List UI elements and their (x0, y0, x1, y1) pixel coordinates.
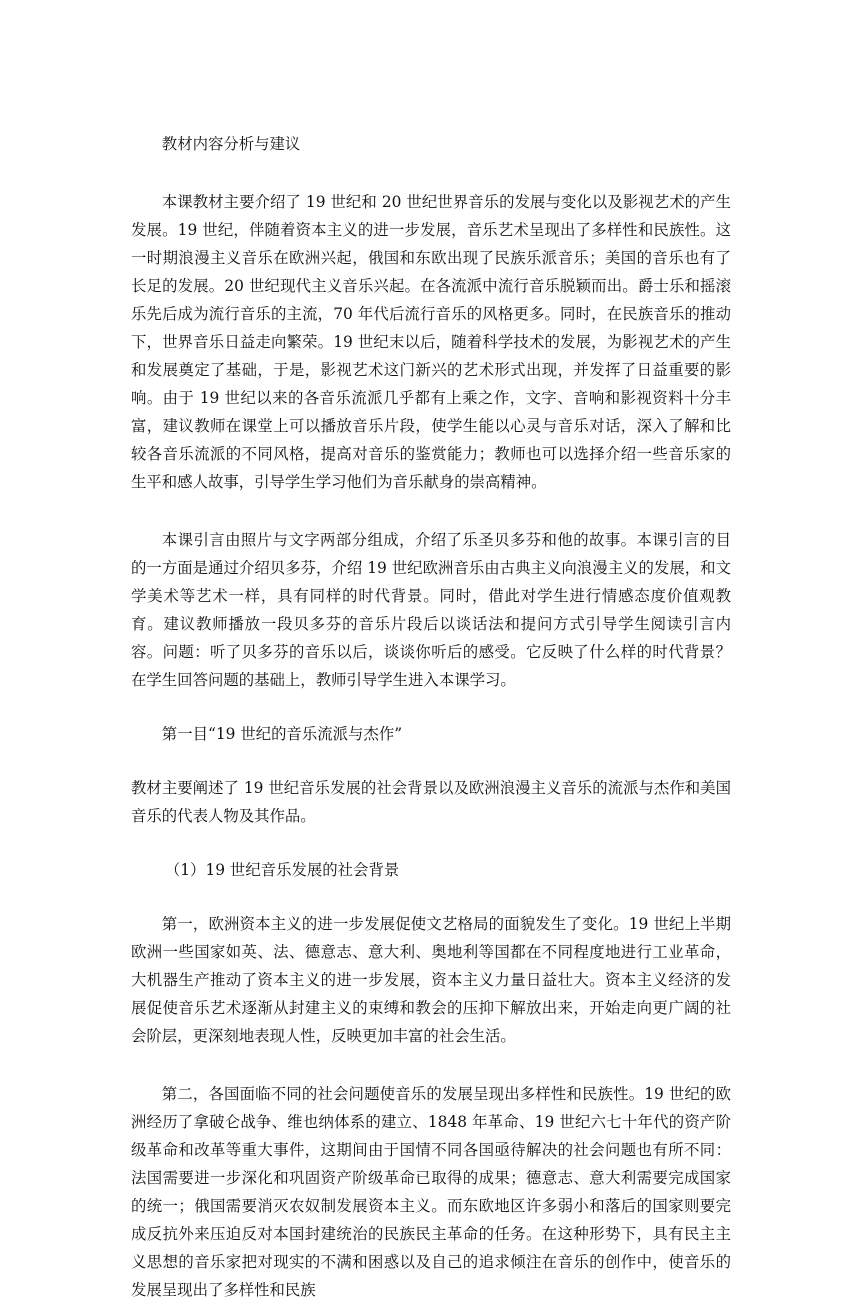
body-paragraph: 教材主要阐述了 19 世纪音乐发展的社会背景以及欧洲浪漫主义音乐的流派与杰作和美国音乐的代表人物及其作品。 (131, 779, 731, 825)
section-heading: 教材内容分析与建议 (161, 135, 301, 153)
subsection-heading: 第一目“19 世纪的音乐流派与杰作” (161, 725, 403, 743)
document-body (131, 130, 731, 1304)
body-paragraph: 本课引言由照片与文字两部分组成，介绍了乐圣贝多芬和他的故事。本课引言的目的一方面是通过介绍贝多芬，介绍 19 世纪欧洲音乐由古典主义向浪漫主义的发展，和文学美术等艺术一样，具有同样的时代背景。同时，借此对学生进行情感态度价值观教育。建议教师播放一段贝多芬的音乐片段后以谈话法和提问方式引导学生阅读引言内容。问题：听了贝多芬的音乐以后，谈谈你听后的感受。它反映了什么样的时代背景？在学生回答问题的基础上，教师引导学生进入本课学习。 (131, 531, 731, 689)
body-paragraph: 第二，各国面临不同的社会问题使音乐的发展呈现出多样性和民族性。19 世纪的欧洲经历了拿破仑战争、维也纳体系的建立、1848 年革命、19 世纪六七十年代的资产阶级革命和改革等重大事件，这期间由于国情不同各国亟待解决的社会问题也有所不同：法国需要进一步深化和巩固资产阶级革命已取得的成果；德意志、意大利需要完成国家的统一；俄国需要消灭农奴制发展资本主义。而东欧地区许多弱小和落后的国家则要完成反抗外来压迫反对本国封建统治的民族民主革命的任务。在这种形势下，具有民主主义思想的音乐家把对现实的不满和困惑以及自己的追求倾注在音乐的创作中，使音乐的发展呈现出了多样性和民族 (131, 1085, 731, 1299)
body-paragraph: 本课教材主要介绍了 19 世纪和 20 世纪世界音乐的发展与变化以及影视艺术的产生发展。19 世纪，伴随着资本主义的进一步发展，音乐艺术呈现出了多样性和民族性。这一时期浪漫主义音乐在欧洲兴起，俄国和东欧出现了民族乐派音乐；美国的音乐也有了长足的发展。20 世纪现代主义音乐兴起。在各流派中流行音乐脱颖而出。爵士乐和摇滚乐先后成为流行音乐的主流，70 年代后流行音乐的风格更多。同时，在民族音乐的推动下，世界音乐日益走向繁荣。19 世纪末以后，随着科学技术的发展，为影视艺术的产生和发展奠定了基础，于是，影视艺术这门新兴的艺术形式出现，并发挥了日益重要的影响。由于 19 世纪以来的各音乐流派几乎都有上乘之作，文字、音响和影视资料十分丰富，建议教师在课堂上可以播放音乐片段，使学生能以心灵与音乐对话，深入了解和比较各音乐流派的不同风格，提高对音乐的鉴赏能力；教师也可以选择介绍一些音乐家的生平和感人故事，引导学生学习他们为音乐献身的崇高精神。 (131, 193, 731, 491)
subsection-heading: （1）19 世纪音乐发展的社会背景 (164, 861, 400, 879)
body-paragraph: 第一，欧洲资本主义的进一步发展促使文艺格局的面貌发生了变化。19 世纪上半期欧洲一些国家如英、法、德意志、意大利、奥地利等国都在不同程度地进行工业革命，大机器生产推动了资本主义的进一步发展，资本主义力量日益壮大。资本主义经济的发展促使音乐艺术逐渐从封建主义的束缚和教会的压抑下解放出来，开始走向更广阔的社会阶层，更深刻地表现人性，反映更加丰富的社会生活。 (131, 915, 731, 1045)
